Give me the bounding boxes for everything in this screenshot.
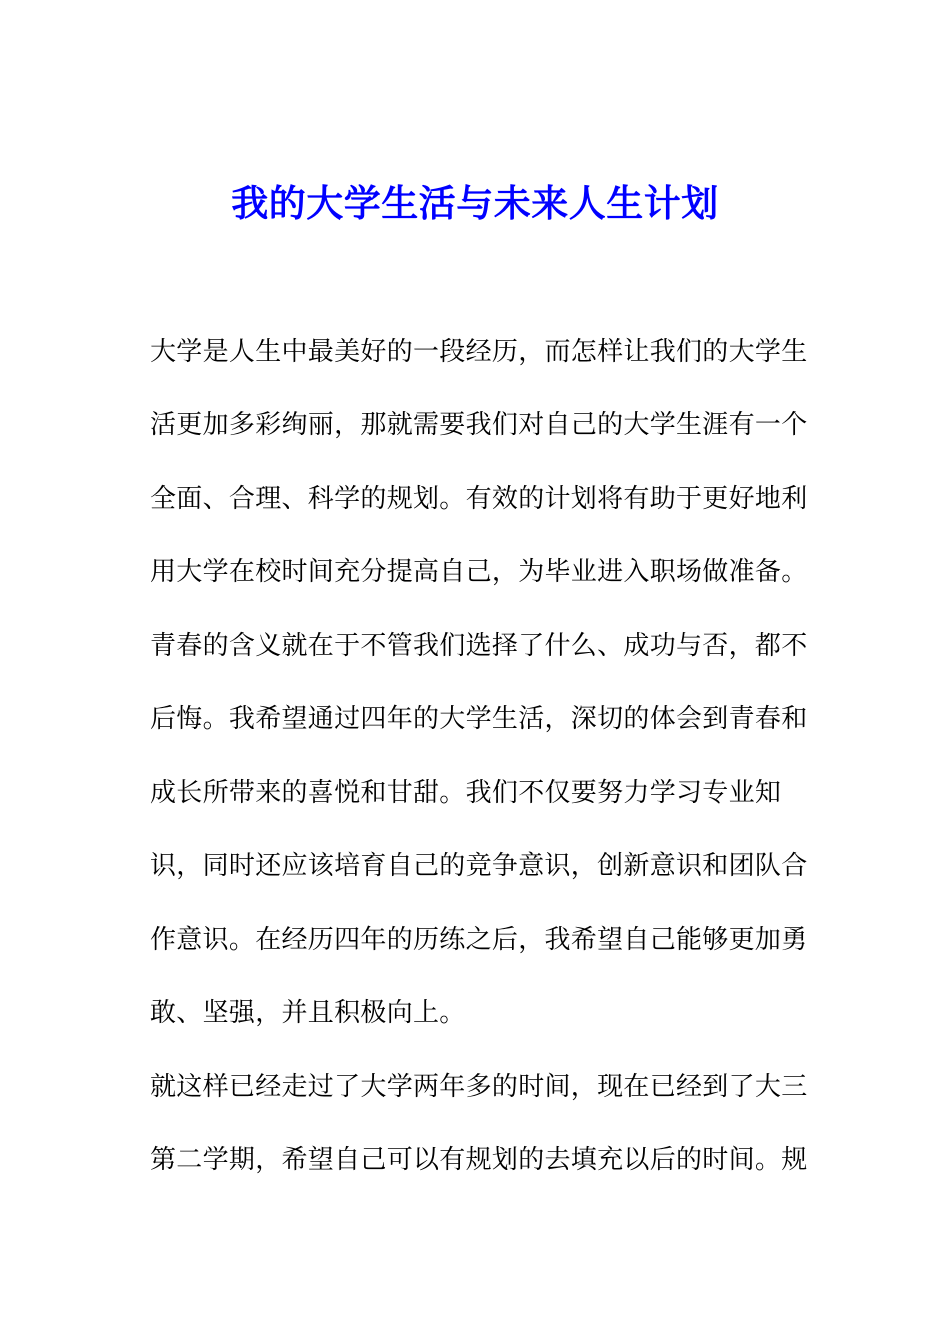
body-line: 后悔。我希望通过四年的大学生活，深切的体会到青春和 [150, 704, 808, 734]
body-line: 识，同时还应该培育自己的竞争意识，创新意识和团队合 [150, 851, 808, 881]
body-line: 成长所带来的喜悦和甘甜。我们不仅要努力学习专业知 [150, 778, 782, 808]
body-line: 青春的含义就在于不管我们选择了什么、成功与否，都不 [150, 631, 808, 661]
body-line: 用大学在校时间充分提高自己，为毕业进入职场做准备。 [150, 557, 808, 587]
body-line: 就这样已经走过了大学两年多的时间，现在已经到了大三 [150, 1072, 808, 1102]
body-line: 全面、合理、科学的规划。有效的计划将有助于更好地利 [150, 484, 808, 514]
document-title: 我的大学生活与未来人生计划 [231, 181, 719, 225]
body-line: 第二学期，希望自己可以有规划的去填充以后的时间。规 [150, 1145, 808, 1175]
body-line: 大学是人生中最美好的一段经历，而怎样让我们的大学生 [150, 337, 808, 367]
body-line: 活更加多彩绚丽，那就需要我们对自己的大学生涯有一个 [150, 410, 808, 440]
body-line: 作意识。在经历四年的历练之后，我希望自己能够更加勇 [150, 925, 808, 955]
body-line: 敢、坚强，并且积极向上。 [150, 998, 466, 1028]
